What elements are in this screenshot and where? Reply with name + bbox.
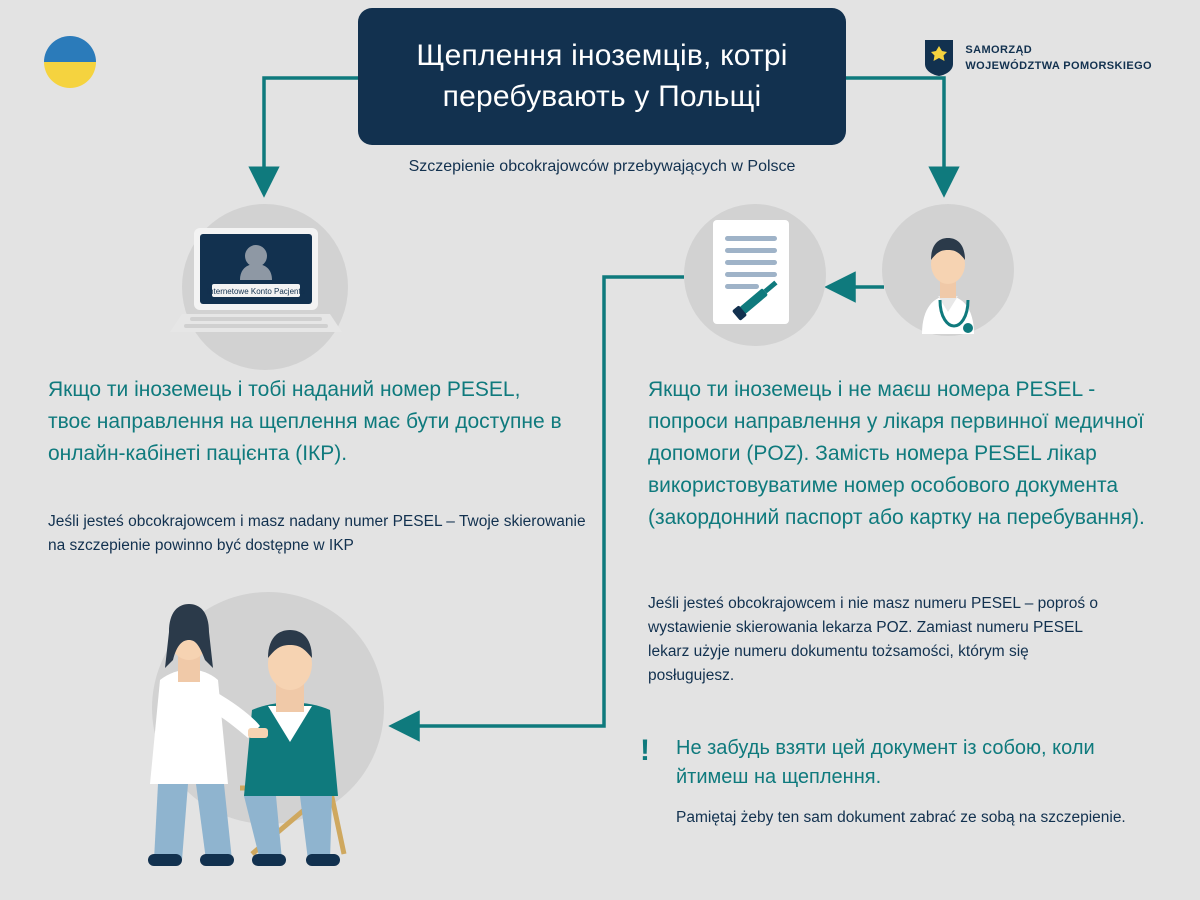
right-branch-text-ua: Якщо ти іноземець і не маєш номера PESEL - попроси направлення у лікаря первинної медичної допомоги (POZ). Замість номера PESEL лікар використовуватиме номер особового документа (закордонний паспорт або картку на перебування).: [648, 378, 1145, 529]
left-branch-text-pl: Jeśli jesteś obcokrajowcem i masz nadany numer PESEL – Twoje skierowanie na szczepienie powinno być dostępne w IKP: [48, 513, 586, 555]
doctor-icon: [888, 216, 1008, 336]
nurse-vaccinating-patient-icon: [140, 560, 440, 880]
left-branch-text-ua: Якщо ти іноземець і тобі наданий номер PESEL, твоє направлення на щеплення має бути доступне в онлайн-кабінеті пацієнта (ІКР).: [48, 378, 562, 465]
page-subtitle: Szczepienie obcokrajowców przebywających w Polsce: [408, 158, 796, 175]
note-text-ua: Не забудь взяти цей документ із собою, коли йтимеш на щеплення.: [676, 737, 1095, 788]
right-branch-text-pl: Jeśli jesteś obcokrajowcem i nie masz numeru PESEL – poproś o wystawienie skierowania lekarza POZ. Zamiast numeru PESEL lekarz użyje numeru dokumentu tożsamości, którym się posługujesz.: [648, 595, 1098, 685]
laptop-icon: [166, 214, 366, 374]
doctor-illustration: [882, 204, 1014, 336]
note-text-pl: Pamiętaj żeby ten sam dokument zabrać ze sobą na szczepienie.: [676, 809, 1126, 826]
logo: [923, 38, 1152, 78]
page-title: Щеплення іноземців, котрі перебувають у Польщі: [416, 39, 788, 113]
ukraine-flag-icon: [44, 36, 96, 88]
laptop-illustration: [182, 204, 348, 370]
logo-text: [965, 42, 1152, 75]
flag-blue-stripe: [44, 36, 96, 62]
document-with-syringe-icon: [695, 210, 815, 340]
logo-line-2: WOJEWÓDZTWA POMORSKIEGO: [965, 60, 1152, 72]
title-box: [358, 8, 846, 145]
laptop-screen-label: Internetowe Konto Pacjenta: [206, 287, 306, 296]
document-illustration: [684, 204, 826, 346]
reminder-note: [640, 734, 1160, 830]
logo-line-1: SAMORZĄD: [965, 43, 1033, 56]
flag-yellow-stripe: [44, 62, 96, 88]
exclamation-icon: !: [640, 734, 650, 767]
pomorskie-crest-icon: [923, 38, 955, 78]
